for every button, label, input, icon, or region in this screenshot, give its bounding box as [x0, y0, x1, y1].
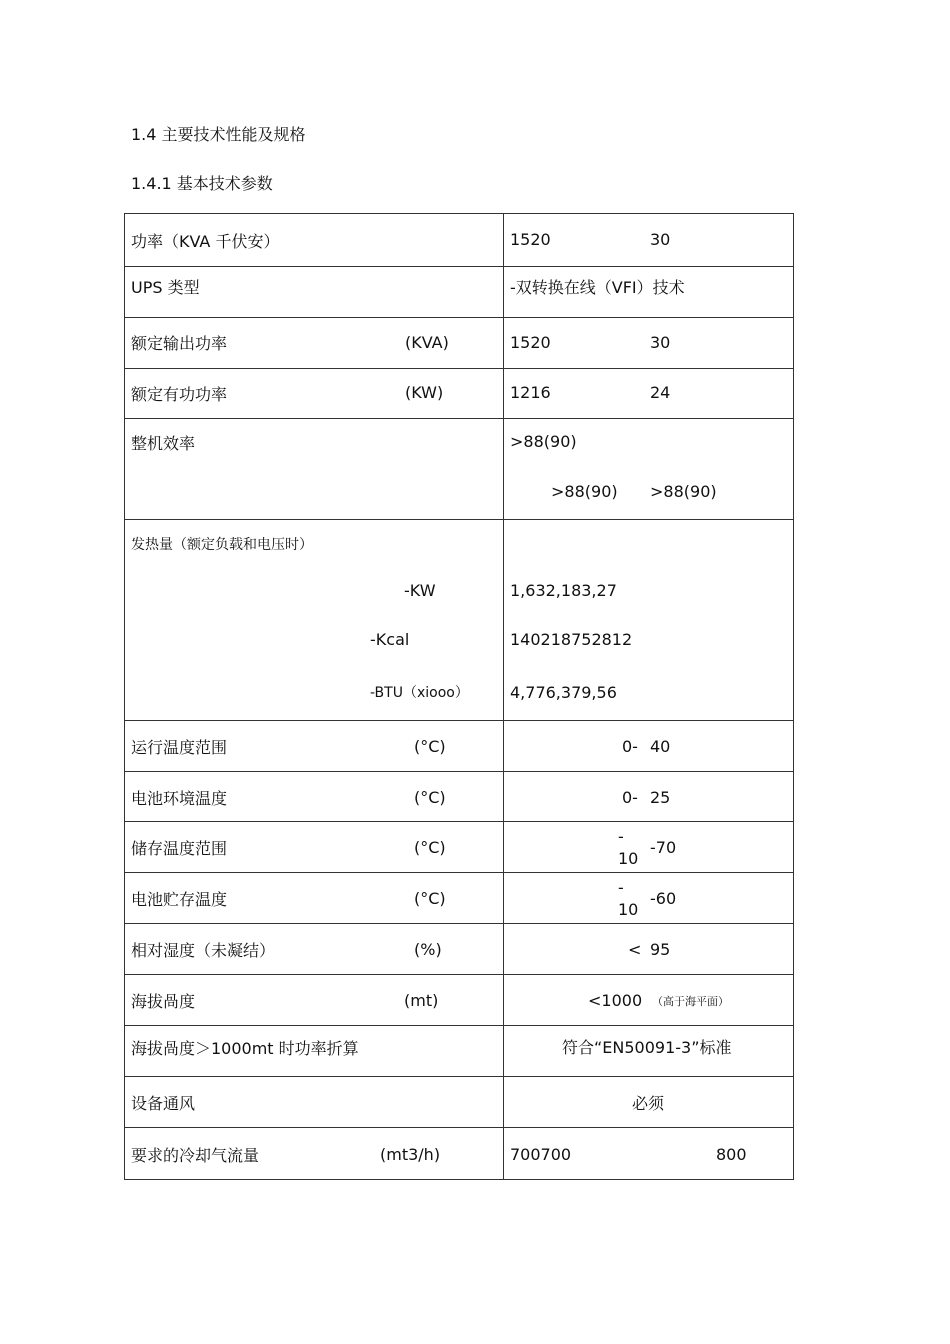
row-label-cooling-airflow: 要求的冷却气流量: [131, 1146, 260, 1165]
row-unit: (%): [414, 940, 442, 959]
row-label-battery-storage-temp: 电池贮存温度: [131, 890, 228, 909]
row-value: 140218752812: [510, 630, 633, 649]
row-label-ups-type: UPS 类型: [131, 278, 200, 297]
row-divider: [124, 1076, 794, 1077]
row-label-rated-output: 额定输出功率: [131, 334, 228, 353]
row-value: 1520: [510, 230, 551, 249]
row-unit: (°C): [414, 889, 446, 908]
table-border-left: [124, 213, 125, 1180]
row-label-efficiency: 整机效率: [131, 434, 196, 453]
row-divider: [124, 266, 794, 267]
row-sublabel: -KW: [404, 581, 436, 600]
table-border-right: [793, 213, 794, 1180]
row-value: 10: [618, 849, 639, 868]
row-value: 24: [650, 383, 671, 402]
row-divider: [124, 519, 794, 520]
row-divider: [124, 974, 794, 975]
row-value: 40: [650, 737, 671, 756]
row-label-altitude-derating: 海拔咼度＞1000mt 时功率折算: [131, 1039, 359, 1058]
row-divider: [124, 771, 794, 772]
row-value: 30: [650, 333, 671, 352]
row-value: 1216: [510, 383, 551, 402]
row-unit: (mt3/h): [380, 1145, 441, 1164]
row-value: -60: [650, 889, 677, 908]
row-note: （高于海平面）: [652, 995, 729, 1008]
row-value: 1520: [510, 333, 551, 352]
row-label-active-power: 额定有功功率: [131, 385, 228, 404]
row-value: 符合“EN50091-3”标准: [562, 1038, 732, 1057]
row-label-humidity: 相对湿度（未凝结）: [131, 941, 276, 960]
row-value: 0-: [622, 737, 638, 756]
row-divider: [124, 923, 794, 924]
row-value: 必须: [632, 1094, 665, 1113]
row-label-operating-temp: 运行温度范围: [131, 738, 228, 757]
subsection-heading: 1.4.1 基本技术参数: [131, 174, 273, 193]
row-unit: (°C): [414, 737, 446, 756]
row-divider: [124, 821, 794, 822]
row-unit: (KVA): [405, 333, 449, 352]
row-unit: (°C): [414, 838, 446, 857]
row-divider: [124, 1025, 794, 1026]
row-divider: [124, 418, 794, 419]
row-divider: [124, 1127, 794, 1128]
table-column-divider: [503, 213, 504, 1180]
row-divider: [124, 213, 794, 214]
row-value: <1000: [588, 991, 643, 1010]
row-sublabel: -BTU（xiooo）: [370, 685, 469, 701]
row-divider: [124, 368, 794, 369]
table-border-bottom: [124, 1179, 794, 1180]
row-label-altitude: 海拔咼度: [131, 992, 196, 1011]
row-value: >88(90): [551, 482, 618, 501]
row-value: -70: [650, 838, 677, 857]
row-label-battery-env-temp: 电池环境温度: [131, 789, 228, 808]
row-value: -: [618, 878, 624, 897]
row-label-power: 功率（KVA 千伏安）: [131, 232, 280, 251]
row-value: >88(90): [510, 432, 577, 451]
row-unit: (KW): [405, 383, 444, 402]
row-value: 95: [650, 940, 671, 959]
row-value: 25: [650, 788, 671, 807]
row-value: 30: [650, 230, 671, 249]
row-label-ventilation: 设备通风: [131, 1094, 196, 1113]
row-label-heat-output: 发热量（额定负载和电压时）: [131, 537, 313, 553]
row-value: -: [618, 827, 624, 846]
row-value: <: [628, 940, 642, 959]
row-divider: [124, 720, 794, 721]
row-sublabel: -Kcal: [370, 630, 410, 649]
row-label-storage-temp: 储存温度范围: [131, 839, 228, 858]
row-value: 700700: [510, 1145, 572, 1164]
row-value: 1,632,183,27: [510, 581, 617, 600]
row-value: >88(90): [650, 482, 717, 501]
row-value: 800: [716, 1145, 747, 1164]
row-value: -双转换在线（VFI）技术: [510, 278, 685, 297]
row-divider: [124, 317, 794, 318]
row-unit: (mt): [404, 991, 439, 1010]
section-heading: 1.4 主要技术性能及规格: [131, 125, 306, 144]
row-divider: [124, 872, 794, 873]
row-value: 0-: [622, 788, 638, 807]
row-unit: (°C): [414, 788, 446, 807]
row-value: 10: [618, 900, 639, 919]
row-value: 4,776,379,56: [510, 683, 617, 702]
